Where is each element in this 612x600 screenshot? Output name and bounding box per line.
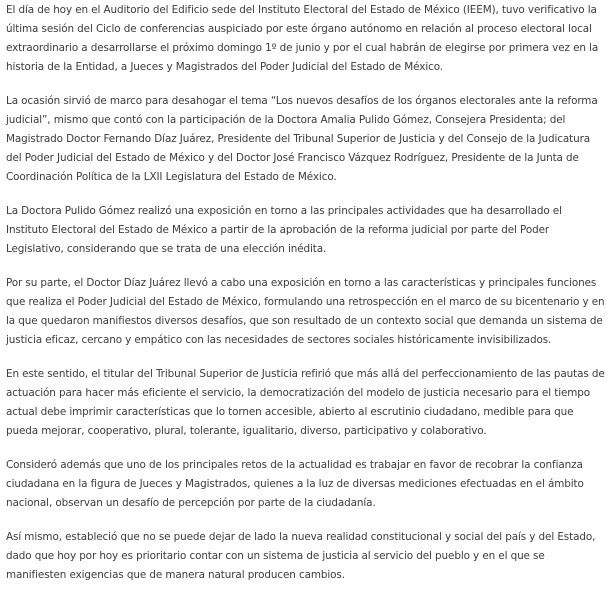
article-body bbox=[6, 1, 606, 600]
paragraph-3: La Doctora Pulido Gómez realizó una exposición en torno a las principales actividades que ha desarrollado el Instituto Electoral del Estado de México a partir de la aprobación de la reforma judicial por parte del Poder Legislativo, considerando que se trata de una elección inédita. bbox=[6, 205, 562, 255]
paragraph-2: La ocasión sirvió de marco para desahogar el tema “Los nuevos desafíos de los órganos electorales ante la reforma judicial”, mismo que contó con la participación de la Doctora Amalia Pulido Gómez, Consejera Presidenta; del Magistrado Doctor Fernando Díaz Juárez, Presidente del Tribunal Superior de Justicia y del Consejo de la Judicatura del Poder Judicial del Estado de México y del Doctor José Francisco Vázquez Rodríguez, Presidente de la Junta de Coordinación Política de la LXII Legislatura del Estado de México. bbox=[6, 95, 598, 183]
paragraph-4: Por su parte, el Doctor Díaz Juárez llevó a cabo una exposición en torno a las características y principales funciones que realiza el Poder Judicial del Estado de México, formulando una retrospección en el marco de su bicentenario y en la que quedaron manifiestos diversos desafíos, que son resultado de un contexto social que demanda un sistema de justicia eficaz, cercano y empático con las necesidades de sectores sociales históricamente invisibilizados. bbox=[6, 277, 605, 346]
paragraph-6: Consideró además que uno de los principales retos de la actualidad es trabajar en favor de recobrar la confianza ciudadana en la figura de Jueces y Magistrados, quienes a la luz de diversas mediciones efectuadas en el ámbito nacional, observan un desafío de percepción por parte de la ciudadanía. bbox=[6, 459, 584, 509]
paragraph-1: El día de hoy en el Auditorio del Edificio sede del Instituto Electoral del Estado de México (IEEM), tuvo verificativo la última sesión del Ciclo de conferencias auspiciado por este órgano autónomo en relación al proceso electoral local extraordinario a desarrollarse el próximo domingo 1º de junio y por el cual habrán de elegirse por primera vez en la historia de la Entidad, a Jueces y Magistrados del Poder Judicial del Estado de México. bbox=[6, 4, 599, 73]
paragraph-7: Así mismo, estableció que no se puede dejar de lado la nueva realidad constitucional y social del país y del Estado, dado que hoy por hoy es prioritario contar con un sistema de justicia al servicio del pueblo y en el que se manifiesten exigencias que de manera natural producen cambios. bbox=[6, 531, 596, 581]
paragraph-5: En este sentido, el titular del Tribunal Superior de Justicia refirió que más allá del perfeccionamiento de las pautas de actuación para hacer más eficiente el servicio, la democratización del modelo de justicia necesario para el tiempo actual debe imprimir características que lo tornen accesible, abierto al escrutinio ciudadano, medible para que pueda mejorar, cooperativo, plural, tolerante, igualitario, diverso, participativo y colaborativo. bbox=[6, 368, 605, 437]
